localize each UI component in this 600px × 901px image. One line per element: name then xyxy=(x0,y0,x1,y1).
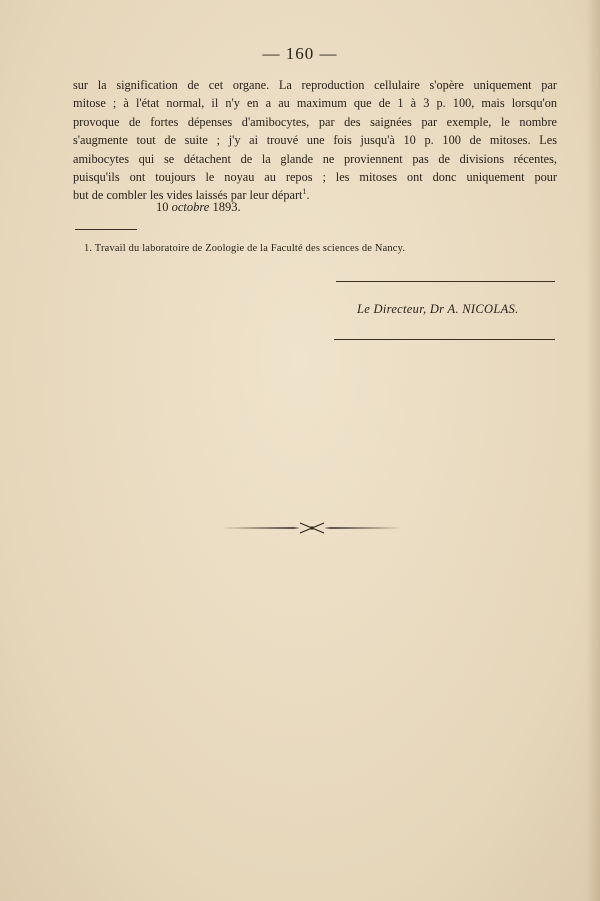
date-month: octobre xyxy=(171,200,210,214)
footnote-separator xyxy=(75,229,137,230)
ornament-divider xyxy=(220,520,404,536)
body-line: provoque de fortes dépenses d'amibocytes, par des saignées par exemple, le nombre xyxy=(73,114,557,129)
body-line: puisqu'ils ont toujours le noyau au repos ; les mitoses ont donc uniquement pour xyxy=(73,170,557,185)
body-line: mitose ; à l'état normal, il n'y en a au maximum que de 1 à 3 p. 100, mais lorsqu'on xyxy=(73,96,557,111)
footnote: 1. Travail du laboratoire de Zoologie de la Faculté des sciences de Nancy. xyxy=(84,243,406,254)
body-paragraph xyxy=(73,76,557,205)
body-line-last: but de combler les vides laissés par leur départ$^1$. xyxy=(73,187,310,203)
signature-rule-bottom xyxy=(334,339,555,340)
signature: Le Directeur, Dr A. NICOLAS. xyxy=(357,302,519,316)
date-year: 1893. xyxy=(212,200,241,214)
date-line xyxy=(156,200,241,215)
page-edge-shadow xyxy=(586,0,600,901)
body-line: amibocytes qui se détachent de la glande ne proviennent pas de divisions récentes, xyxy=(73,151,557,166)
body-line-text: but de combler les vides laissés par leur départ xyxy=(73,188,303,203)
date-day: 10 xyxy=(156,200,169,214)
body-line: sur la signification de cet organe. La reproduction cellulaire s'opère uniquement par xyxy=(73,78,557,92)
page-number: — 160 — xyxy=(262,44,338,63)
signature-rule-top xyxy=(336,281,555,282)
body-line: s'augmente tout de suite ; j'y ai trouvé une fois jusqu'à 10 p. 100 de mitoses. Les xyxy=(73,133,557,148)
footnote-marker: 1 xyxy=(302,187,307,197)
